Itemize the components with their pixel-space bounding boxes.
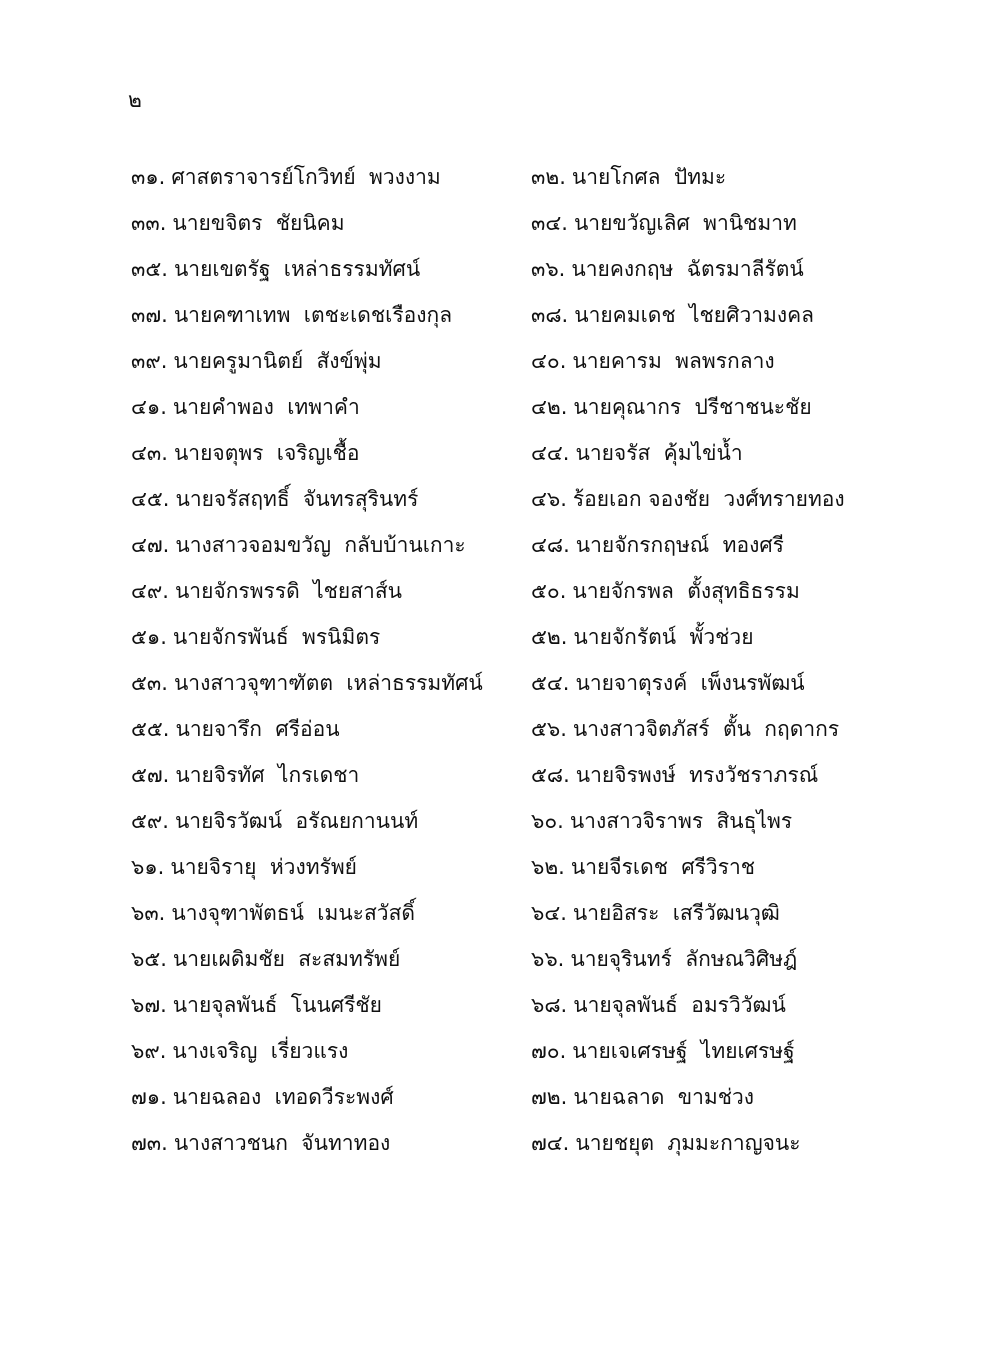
roster-entry (531, 292, 891, 338)
entry-number: ๗๓. (131, 1130, 168, 1155)
entry-number: ๗๑. (131, 1084, 167, 1109)
entry-name: นายจิรพงษ์ ทรงวัชราภรณ์ (575, 762, 819, 787)
entry-name: นายเผดิมชัย สะสมทรัพย์ (172, 946, 401, 971)
entry-name: นางเจริญ เรี่ยวแรง (172, 1038, 349, 1063)
entry-number: ๖๕. (131, 946, 167, 971)
roster-entry (531, 890, 891, 936)
entry-number: ๓๗. (131, 302, 168, 327)
entry-name: นายขวัญเลิศ พานิชมาท (573, 210, 797, 235)
roster-entry (531, 844, 891, 890)
roster-entry (131, 568, 531, 614)
entry-name: นางสาวจุฑาฑัตต เหล่าธรรมทัศน์ (173, 670, 483, 695)
entry-name: นายจรัสฤทธิ์ จันทรสุรินทร์ (175, 486, 419, 511)
entry-number: ๕๔. (531, 670, 570, 695)
entry-name: นายเจเศรษฐ์ ไทยเศรษฐ์ (572, 1038, 795, 1063)
entry-number: ๖๗. (131, 992, 167, 1017)
roster-entry (531, 200, 891, 246)
entry-number: ๕๕. (131, 716, 170, 741)
entry-number: ๕๐. (531, 578, 567, 603)
roster-entry (531, 1028, 891, 1074)
roster-entry (131, 476, 531, 522)
entry-number: ๕๘. (531, 762, 570, 787)
entry-name: นายจักรพรรดิ ไชยสาส์น (174, 578, 402, 603)
roster-entry (131, 844, 531, 890)
entry-name: นายจักรพล ตั้งสุทธิธรรม (572, 578, 800, 603)
entry-number: ๖๑. (131, 854, 165, 879)
entry-name: นายฉลอง เทอดวีระพงศ์ (172, 1084, 394, 1109)
entry-number: ๕๗. (131, 762, 170, 787)
entry-name: นายฉลาด ขามช่วง (573, 1084, 755, 1109)
entry-name: นายจุรินทร์ ลักษณวิศิษฎ์ (570, 946, 798, 971)
entry-name: นายชยุต ภุมมะกาญจนะ (575, 1130, 801, 1155)
entry-name: นางสาวจอมขวัญ กลับบ้านเกาะ (175, 532, 466, 557)
entry-name: นางจุฑาพัตธน์ เมนะสวัสดิ์ (171, 900, 416, 925)
entry-number: ๖๒. (531, 854, 565, 879)
entry-name: นายเขตรัฐ เหล่าธรรมทัศน์ (173, 256, 421, 281)
roster-entry (531, 476, 891, 522)
entry-number: ๖๐. (531, 808, 564, 833)
entry-number: ๔๒. (531, 394, 568, 419)
entry-number: ๓๓. (131, 210, 167, 235)
entry-name: นายคารม พลพรกลาง (572, 348, 775, 373)
roster-entry (531, 752, 891, 798)
entry-name: นายคฑาเทพ เตชะเดชเรืองกุล (173, 302, 453, 327)
entry-name: นางสาวจิราพร สินธุไพร (569, 808, 793, 833)
entry-number: ๗๒. (531, 1084, 568, 1109)
entry-number: ๖๔. (531, 900, 567, 925)
roster-entry (131, 384, 531, 430)
entry-name: นายจีรเดช ศรีวิราช (570, 854, 756, 879)
entry-name: ศาสตราจารย์โกวิทย์ พวงงาม (171, 164, 441, 189)
entry-number: ๔๔. (531, 440, 570, 465)
entry-number: ๖๘. (531, 992, 568, 1017)
entry-name: นายจักรพันธ์ พรนิมิตร (172, 624, 381, 649)
name-roster (131, 154, 891, 1166)
roster-entry (131, 154, 531, 200)
entry-number: ๔๙. (131, 578, 169, 603)
entry-number: ๔๑. (131, 394, 167, 419)
roster-entry (531, 338, 891, 384)
entry-number: ๓๑. (131, 164, 166, 189)
entry-number: ๔๓. (131, 440, 168, 465)
entry-name: นายจิรทัศ ไกรเดชา (175, 762, 360, 787)
roster-entry (131, 1074, 531, 1120)
entry-name: นายจรัส คุ้มไข่น้ำ (575, 440, 743, 465)
entry-name: นายจักรัตน์ พั้วช่วย (573, 624, 754, 649)
roster-entry (531, 1074, 891, 1120)
entry-name: นายจักรกฤษณ์ ทองศรี (575, 532, 784, 557)
entry-number: ๔๗. (131, 532, 170, 557)
roster-entry (531, 384, 891, 430)
entry-number: ๓๘. (531, 302, 569, 327)
roster-entry (531, 568, 891, 614)
roster-entry (131, 752, 531, 798)
roster-entry (531, 982, 891, 1028)
roster-entry (531, 936, 891, 982)
roster-entry (131, 614, 531, 660)
roster-entry (131, 1120, 531, 1166)
entry-name: นางสาวจิตภัสร์ ตั้น กฤดากร (572, 716, 840, 741)
entry-name: นายคำพอง เทพาคำ (172, 394, 360, 419)
entry-number: ๗๐. (531, 1038, 567, 1063)
entry-number: ๕๑. (131, 624, 167, 649)
entry-number: ๔๕. (131, 486, 170, 511)
entry-name: นายจุลพันธ์ อมรวิวัฒน์ (573, 992, 786, 1017)
entry-name: นายจาตุรงค์ เพ็งนรพัฒน์ (575, 670, 805, 695)
entry-number: ๔๐. (531, 348, 567, 373)
entry-number: ๕๓. (131, 670, 168, 695)
roster-entry (531, 1120, 891, 1166)
entry-name: นายจิรายุ ห่วงทรัพย์ (170, 854, 357, 879)
roster-entry (531, 246, 891, 292)
roster-entry (131, 522, 531, 568)
entry-name: นายจตุพร เจริญเชื้อ (173, 440, 360, 465)
roster-entry (131, 1028, 531, 1074)
entry-name: นางสาวชนก จันทาทอง (173, 1130, 391, 1155)
entry-number: ๕๖. (531, 716, 567, 741)
entry-name: นายคงกฤษ ฉัตรมาลีรัตน์ (571, 256, 804, 281)
roster-entry (131, 936, 531, 982)
entry-name: นายครูมานิตย์ สังข์พุ่ม (173, 348, 382, 373)
roster-entry (131, 430, 531, 476)
roster-entry (131, 660, 531, 706)
roster-entry (131, 338, 531, 384)
page-number: ๒ (128, 88, 142, 112)
entry-number: ๓๔. (531, 210, 568, 235)
entry-number: ๔๘. (531, 532, 570, 557)
entry-number: ๓๒. (531, 164, 566, 189)
roster-entry (531, 522, 891, 568)
entry-number: ๗๔. (531, 1130, 570, 1155)
entry-name: นายคมเดช ไชยศิวามงคล (574, 302, 815, 327)
entry-number: ๕๒. (531, 624, 568, 649)
entry-name: นายจิรวัฒน์ อรัณยกานนท์ (174, 808, 419, 833)
entry-number: ๕๙. (131, 808, 169, 833)
roster-entry (531, 706, 891, 752)
roster-entry (531, 798, 891, 844)
roster-entry (131, 798, 531, 844)
entry-number: ๖๙. (131, 1038, 167, 1063)
roster-entry (131, 706, 531, 752)
entry-number: ๓๙. (131, 348, 168, 373)
roster-entry (131, 200, 531, 246)
roster-entry (131, 890, 531, 936)
entry-name: นายอิสระ เสรีวัฒนวุฒิ (572, 900, 780, 925)
roster-entry (131, 246, 531, 292)
entry-name: นายขจิตร ชัยนิคม (172, 210, 345, 235)
roster-entry (531, 154, 891, 200)
entry-name: นายคุณากร ปรีชาชนะชัย (573, 394, 812, 419)
entry-name: นายจารึก ศรีอ่อน (175, 716, 340, 741)
entry-number: ๓๕. (131, 256, 168, 281)
roster-entry (531, 614, 891, 660)
entry-number: ๓๖. (531, 256, 566, 281)
entry-name: นายโกศล ปัทมะ (571, 164, 727, 189)
entry-name: นายจุลพันธ์ โนนศรีชัย (172, 992, 382, 1017)
entry-number: ๖๓. (131, 900, 166, 925)
roster-entry (131, 292, 531, 338)
entry-name: ร้อยเอก จองชัย วงศ์ทรายทอง (572, 486, 845, 511)
roster-entry (531, 430, 891, 476)
roster-entry (531, 660, 891, 706)
roster-entry (131, 982, 531, 1028)
entry-number: ๔๖. (531, 486, 567, 511)
entry-number: ๖๖. (531, 946, 565, 971)
